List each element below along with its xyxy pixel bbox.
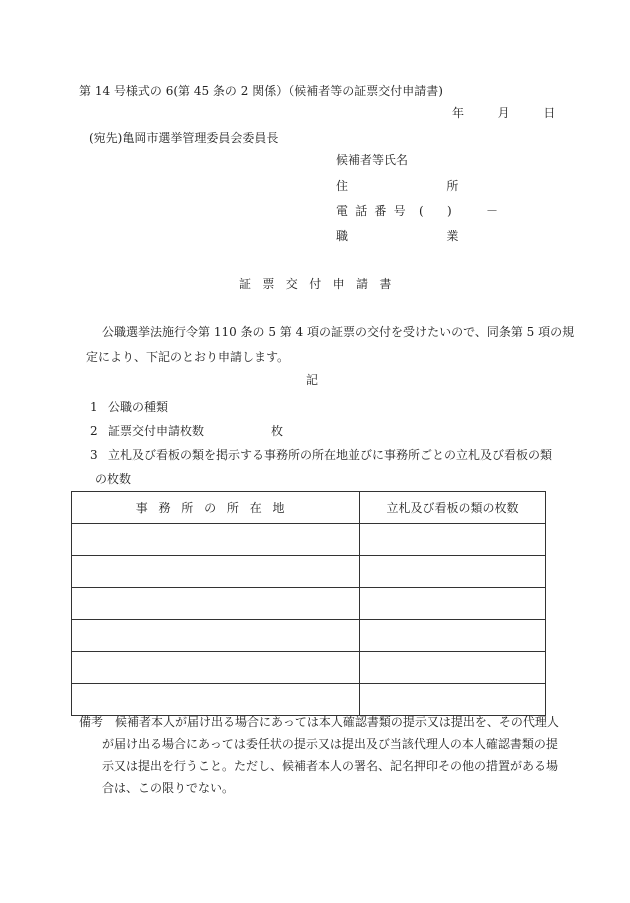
- item-3-line-1: 立札及び看板の類を掲示する事務所の所在地並びに事務所ごとの立札及び看板の類: [108, 448, 553, 462]
- sign-count-cell[interactable]: [360, 588, 546, 620]
- phone-label: 電話番号: [336, 204, 413, 218]
- table-row: [72, 684, 546, 716]
- office-location-cell[interactable]: [72, 556, 360, 588]
- table-row: [72, 524, 546, 556]
- sign-count-header: 立札及び看板の類の枚数: [360, 492, 546, 524]
- document-title: 証票交付申請書: [239, 277, 403, 291]
- office-location-cell[interactable]: [72, 684, 360, 716]
- sign-count-cell[interactable]: [360, 524, 546, 556]
- item-2-unit: 枚: [271, 424, 284, 438]
- item-3-number: 3: [90, 448, 98, 462]
- item-2-number: 2: [90, 424, 98, 438]
- office-location-header: 事務所の所在地: [72, 492, 360, 524]
- table-header-row: [72, 492, 546, 524]
- remarks-line-2: が届け出る場合にあっては委任状の提示又は提出及び当該代理人の本人確認書類の提: [102, 737, 558, 751]
- remarks-line-3: 示又は提出を行うこと。ただし、候補者本人の署名、記名押印その他の措置がある場: [102, 759, 559, 773]
- office-table: [71, 491, 546, 716]
- body-line-2: 定により、下記のとおり申請します。: [86, 350, 290, 364]
- form-number: 第 14 号様式の 6(第 45 条の 2 関係）（候補者等の証票交付申請書): [79, 84, 443, 98]
- item-3-line-2: の枚数: [95, 472, 132, 486]
- address-label: 住 所: [336, 179, 502, 193]
- ki-label: 記: [306, 373, 319, 387]
- table-row: [72, 652, 546, 684]
- date-day-label: 日: [543, 106, 556, 120]
- sign-count-cell[interactable]: [360, 556, 546, 588]
- phone-dash: －: [486, 204, 499, 218]
- office-location-cell[interactable]: [72, 524, 360, 556]
- item-1-label: 公職の種類: [108, 400, 169, 414]
- table-row: [72, 620, 546, 652]
- phone-paren-close: ): [447, 204, 452, 218]
- table-row: [72, 588, 546, 620]
- office-location-cell[interactable]: [72, 652, 360, 684]
- sign-count-cell[interactable]: [360, 652, 546, 684]
- sign-count-cell[interactable]: [360, 684, 546, 716]
- office-location-cell[interactable]: [72, 588, 360, 620]
- candidate-name-label: 候補者等氏名: [336, 153, 409, 167]
- remarks-line-4: 合は、この限りでない。: [102, 781, 235, 795]
- addressee: (宛先)亀岡市選挙管理委員会委員長: [89, 131, 279, 145]
- phone-paren-open: (: [419, 204, 424, 218]
- date-line: [452, 105, 555, 121]
- date-year-label: 年: [452, 106, 465, 120]
- item-1-number: 1: [90, 400, 98, 414]
- body-line-1: 公職選挙法施行令第 110 条の 5 第 4 項の証票の交付を受けたいので、同条第 5 項の規: [102, 325, 575, 339]
- date-month-label: 月: [497, 106, 510, 120]
- office-location-cell[interactable]: [72, 620, 360, 652]
- occupation-label: 職 業: [336, 229, 502, 243]
- table-row: [72, 556, 546, 588]
- remarks-line-1: 候補者本人が届け出る場合にあっては本人確認書類の提示又は提出を、その代理人: [115, 715, 559, 729]
- item-2-label: 証票交付申請枚数: [108, 424, 205, 438]
- remarks-label: 備考: [79, 715, 104, 729]
- sign-count-cell[interactable]: [360, 620, 546, 652]
